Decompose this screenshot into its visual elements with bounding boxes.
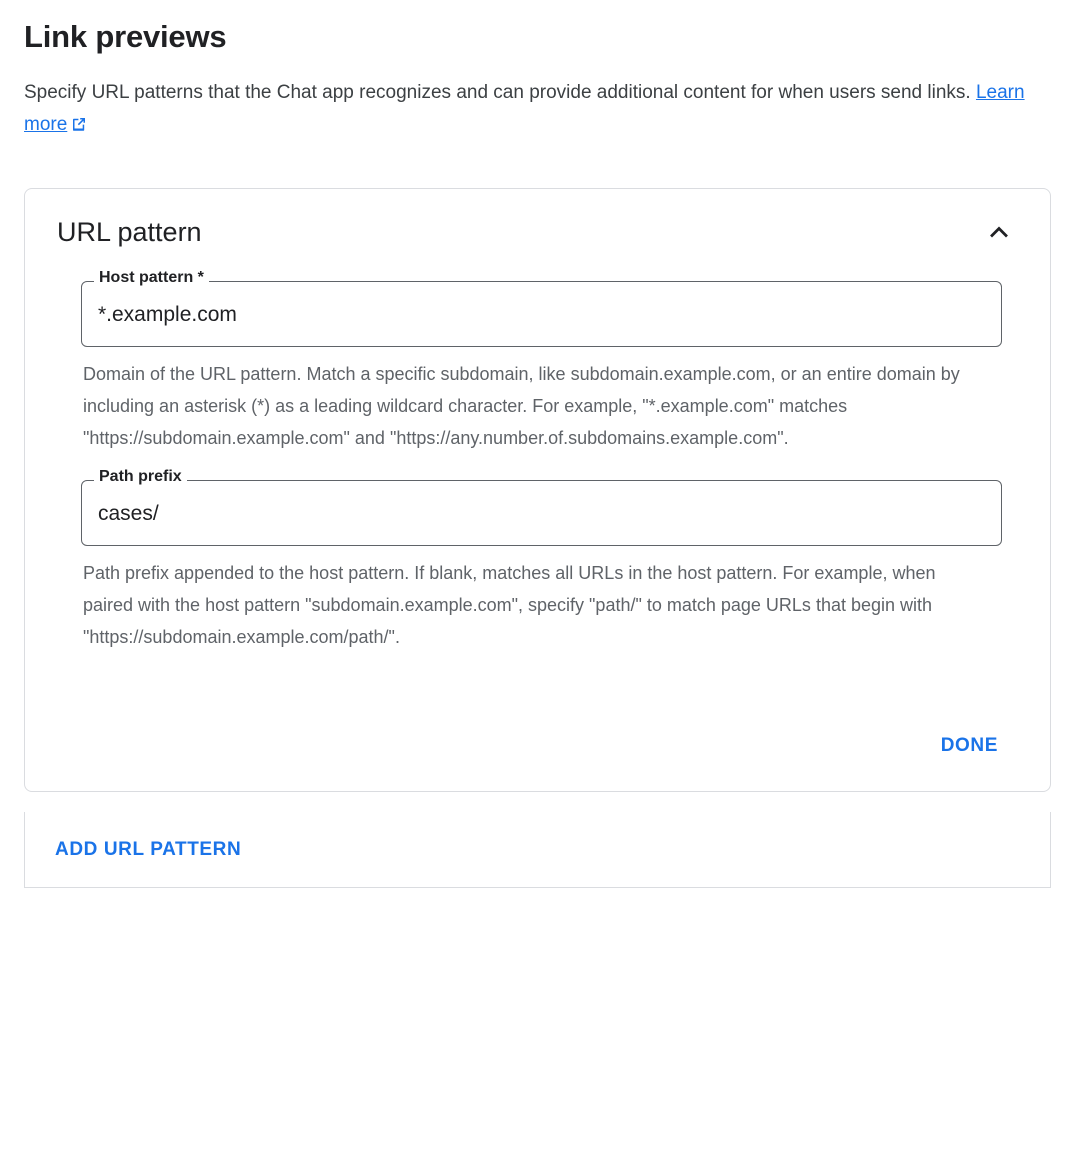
host-pattern-value: *.example.com xyxy=(98,302,237,326)
path-prefix-value: cases/ xyxy=(98,501,159,525)
done-button[interactable]: DONE xyxy=(931,727,1008,765)
host-pattern-field-wrap xyxy=(81,269,1002,347)
learn-more-link[interactable]: Learn more xyxy=(24,82,1025,136)
card-header xyxy=(55,215,1020,249)
add-url-pattern-button[interactable]: ADD URL PATTERN xyxy=(55,838,242,860)
card-title: URL pattern xyxy=(57,216,202,247)
path-prefix-field-wrap xyxy=(81,468,1002,546)
external-link-icon xyxy=(70,112,88,144)
url-pattern-card xyxy=(24,188,1051,792)
host-pattern-help: Domain of the URL pattern. Match a specific subdomain, like subdomain.example.com, or an entire domain by including an asterisk (*) as a leading wildcard character. For example, "*.example.com" matches "https://subdomain.example.com" and "https://any.number.of.subdomains.example.com". xyxy=(83,364,960,449)
path-prefix-input[interactable] xyxy=(81,480,1002,546)
host-pattern-label: Host pattern * xyxy=(94,270,209,286)
field-spacer xyxy=(55,454,1020,480)
card-actions xyxy=(55,727,1008,765)
page-description xyxy=(24,77,1039,144)
page-description-text: Specify URL patterns that the Chat app recognizes and can provide additional content for when users send links. xyxy=(24,82,976,104)
add-url-pattern-bar[interactable] xyxy=(24,812,1051,888)
path-prefix-help: Path prefix appended to the host pattern. If blank, matches all URLs in the host pattern. For example, when paired with the host pattern "subdomain.example.com", specify "path/" to match page URLs that begin with "https://subdomain.example.com/path/". xyxy=(83,563,936,648)
chevron-up-glyph xyxy=(984,217,1014,247)
path-prefix-label: Path prefix xyxy=(94,469,187,485)
host-pattern-input[interactable] xyxy=(81,281,1002,347)
page-title: Link previews xyxy=(24,19,227,54)
chevron-up-icon[interactable] xyxy=(982,215,1016,249)
